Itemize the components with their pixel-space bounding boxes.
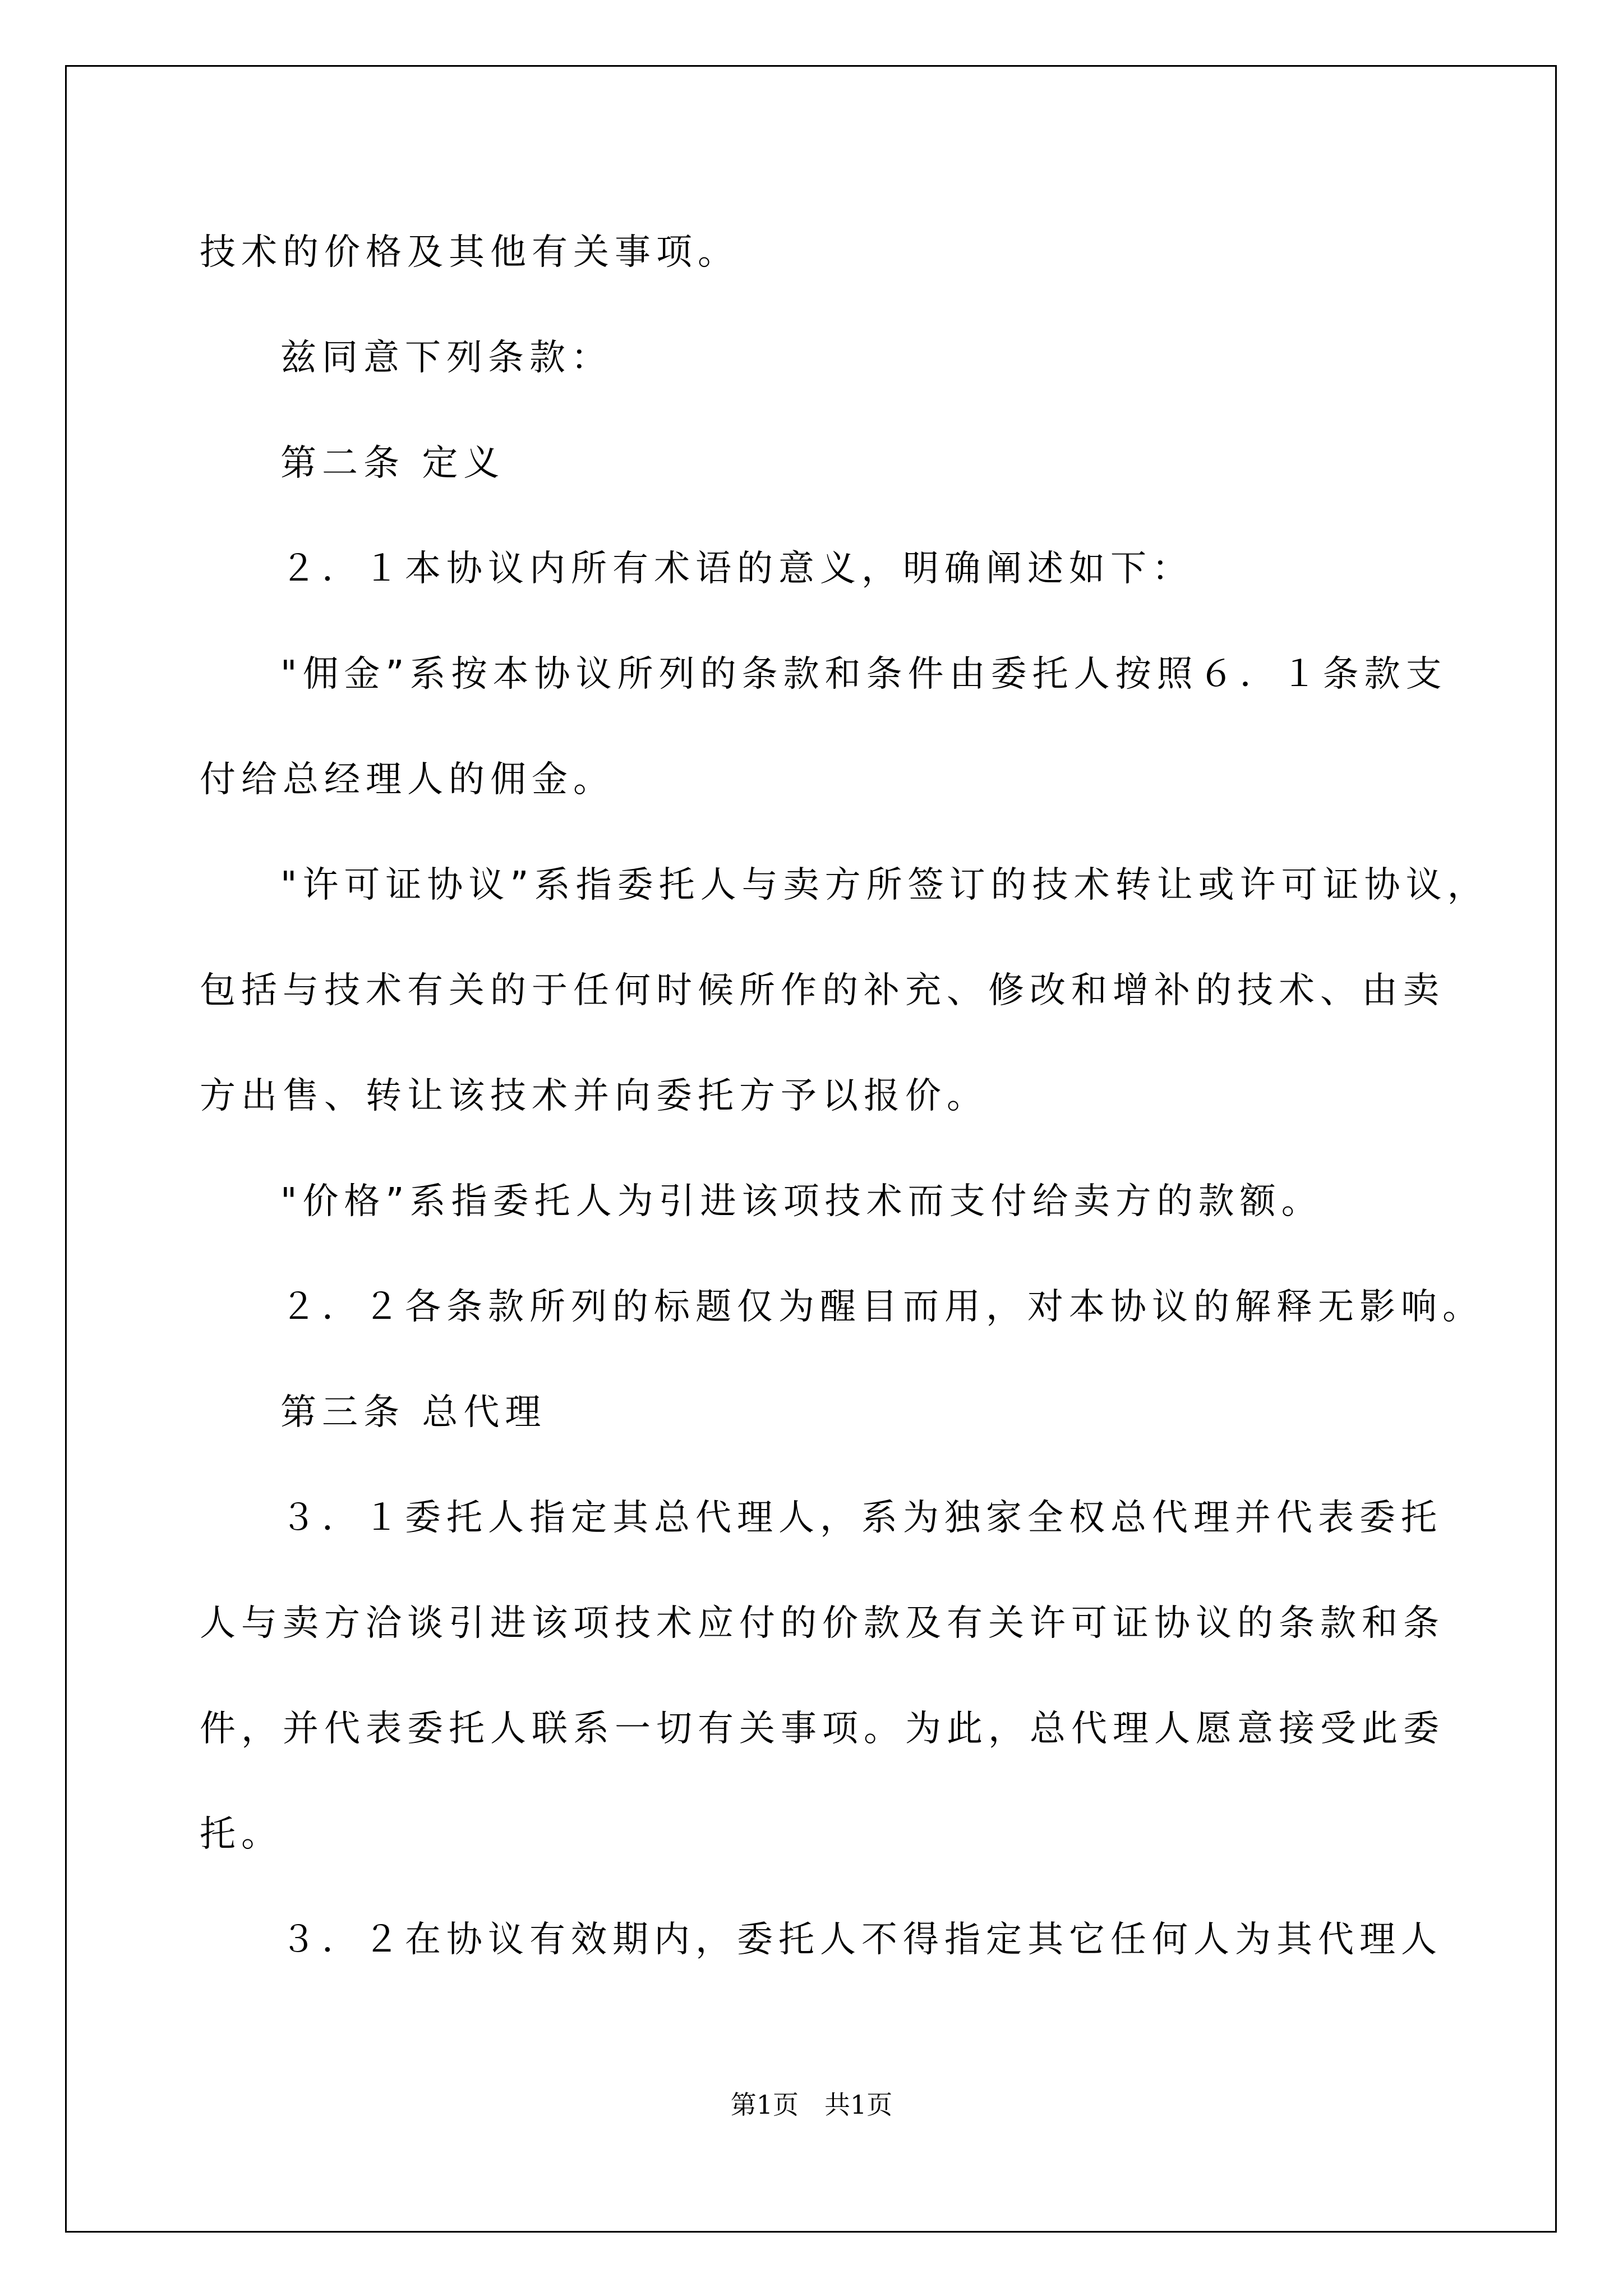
clause-3-1-line-3: 件，并代表委托人联系一切有关事项。为此，总代理人愿意接受此委 [200,1708,1445,1750]
definition-commission-line-2: 付给总经理人的佣金。 [200,759,615,800]
page-border [65,65,1557,2233]
definition-commission-line-1: "佣金”系按本协议所列的条款和条件由委托人按照６．１条款支 [280,654,1447,695]
page-footer [0,2092,1623,2118]
definition-license-line-1: "许可证协议”系指委托人与卖方所签订的技术转让或许可证协议， [280,864,1489,906]
page-number: 第1页 [730,2090,799,2120]
clause-3-1-line-2: 人与卖方洽谈引进该项技术应付的价款及有关许可证协议的条款和条 [200,1603,1445,1644]
section-heading-article-2: 第二条 定义 [280,443,505,484]
clause-2-1: ２．１本协议内所有术语的意义，明确阐述如下： [280,548,1193,590]
total-pages: 共1页 [824,2090,893,2120]
text-line-1: 技术的价格及其他有关事项。 [200,232,739,273]
definition-license-line-2: 包括与技术有关的于任何时候所作的补充、修改和增补的技术、由卖 [200,970,1445,1011]
definition-license-line-3: 方出售、转让该技术并向委托方予以报价。 [200,1075,988,1117]
clause-3-1-line-1: ３．１委托人指定其总代理人，系为独家全权总代理并代表委托 [280,1497,1442,1539]
definition-price: "价格”系指委托人为引进该项技术而支付给卖方的款额。 [280,1181,1323,1222]
clause-2-2: ２．２各条款所列的标题仅为醒目而用，对本协议的解释无影响。 [280,1286,1484,1328]
clause-3-1-line-4: 托。 [200,1814,283,1855]
clause-3-2: ３．２在协议有效期内，委托人不得指定其它任何人为其代理人 [280,1919,1442,1961]
section-heading-article-3: 第三条 总代理 [280,1392,547,1433]
text-line-2: 兹同意下列条款： [280,337,612,379]
